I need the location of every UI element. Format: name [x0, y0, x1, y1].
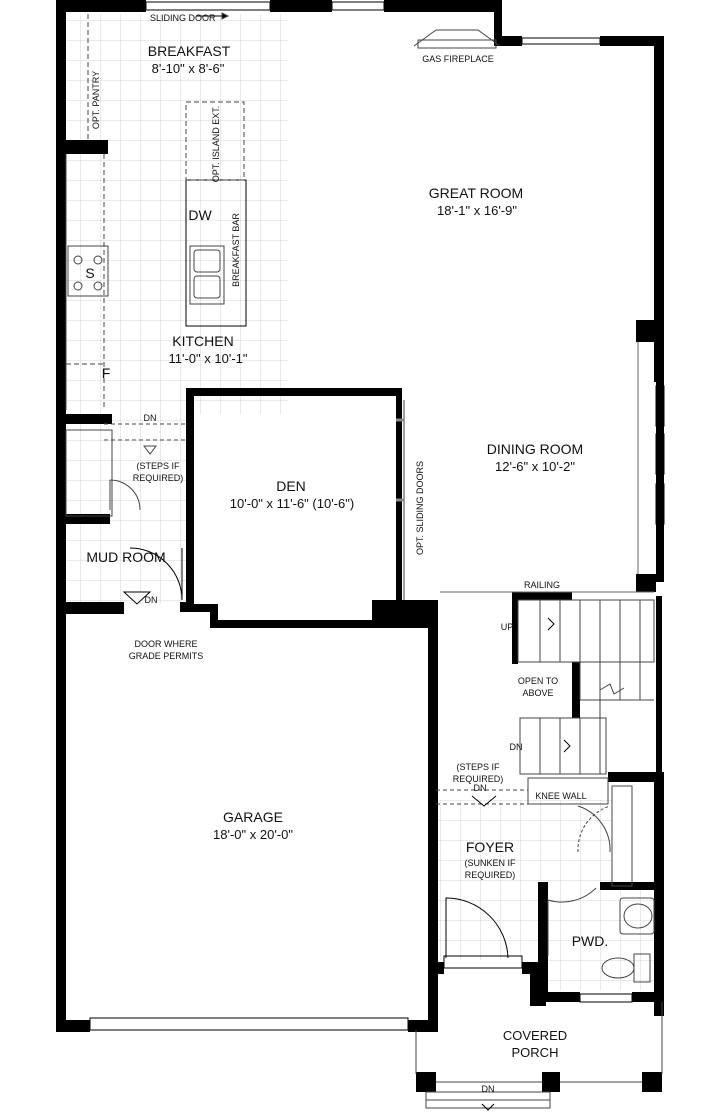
porch-dn-label: DN	[481, 1084, 495, 1094]
dining-room-label: DINING ROOM	[486, 441, 584, 457]
opt-island-ext-label: OPT. ISLAND EXT.	[211, 105, 221, 183]
tiled-floor	[66, 14, 654, 990]
den-label: DEN	[276, 478, 306, 494]
foyer-label: FOYER	[465, 839, 515, 855]
kitchen-dims: 11'-0" x 10'-1"	[168, 351, 248, 366]
breakfast-bar-label: BREAKFAST BAR	[231, 213, 241, 287]
sliding-door-label: SLIDING DOOR	[150, 13, 216, 23]
great-room-label: GREAT ROOM	[428, 185, 524, 201]
breakfast-label: BREAKFAST	[147, 43, 231, 59]
mud-dn-label: DN	[144, 595, 158, 605]
mud-steps-note-2: REQUIRED)	[132, 473, 184, 483]
foyer-steps-note-2: REQUIRED)	[452, 774, 504, 784]
foyer-note-1: (SUNKEN IF	[464, 858, 516, 868]
foyer-steps-note-1: (STEPS IF	[456, 762, 500, 772]
knee-wall-label: KNEE WALL	[535, 791, 587, 801]
stove-label: S	[85, 265, 95, 281]
porch-label-1: COVERED	[502, 1028, 568, 1043]
garage-label: GARAGE	[223, 809, 283, 825]
open-to-above-note-1: OPEN TO	[517, 676, 559, 686]
gas-fireplace-label: GAS FIREPLACE	[422, 54, 494, 64]
fridge-label: F	[101, 365, 111, 381]
railing-label: RAILING	[523, 580, 561, 590]
door-grade-note-1: DOOR WHERE	[134, 639, 198, 649]
stair-dn-label: DN	[509, 742, 523, 752]
garage-dims: 18'-0" x 20'-0"	[213, 827, 293, 842]
opt-pantry-label: OPT. PANTRY	[91, 70, 101, 130]
stair-up-label: UP	[500, 622, 514, 632]
foyer-dn-label: DN	[473, 783, 487, 793]
mud-steps-note-1: (STEPS IF	[136, 461, 180, 471]
kitchen-label: KITCHEN	[172, 333, 234, 349]
dishwasher-label: DW	[188, 207, 212, 223]
powder-label: PWD.	[571, 933, 609, 949]
door-grade-note-2: GRADE PERMITS	[128, 651, 204, 661]
great-room-dims: 18'-1" x 16'-9"	[437, 203, 517, 218]
breakfast-dims: 8'-10" x 8'-6"	[151, 61, 225, 76]
dining-room-dims: 12'-6" x 10'-2"	[495, 459, 575, 474]
den-dims: 10'-0" x 11'-6" (10'-6")	[229, 496, 355, 511]
kitchen-dn-label: DN	[143, 413, 157, 423]
open-to-above-note-2: ABOVE	[522, 688, 554, 698]
mud-room-label: MUD ROOM	[86, 549, 166, 565]
porch-label-2: PORCH	[511, 1045, 559, 1060]
foyer-note-2: REQUIRED)	[464, 870, 516, 880]
opt-sliding-doors-label: OPT. SLIDING DOORS	[415, 460, 425, 556]
